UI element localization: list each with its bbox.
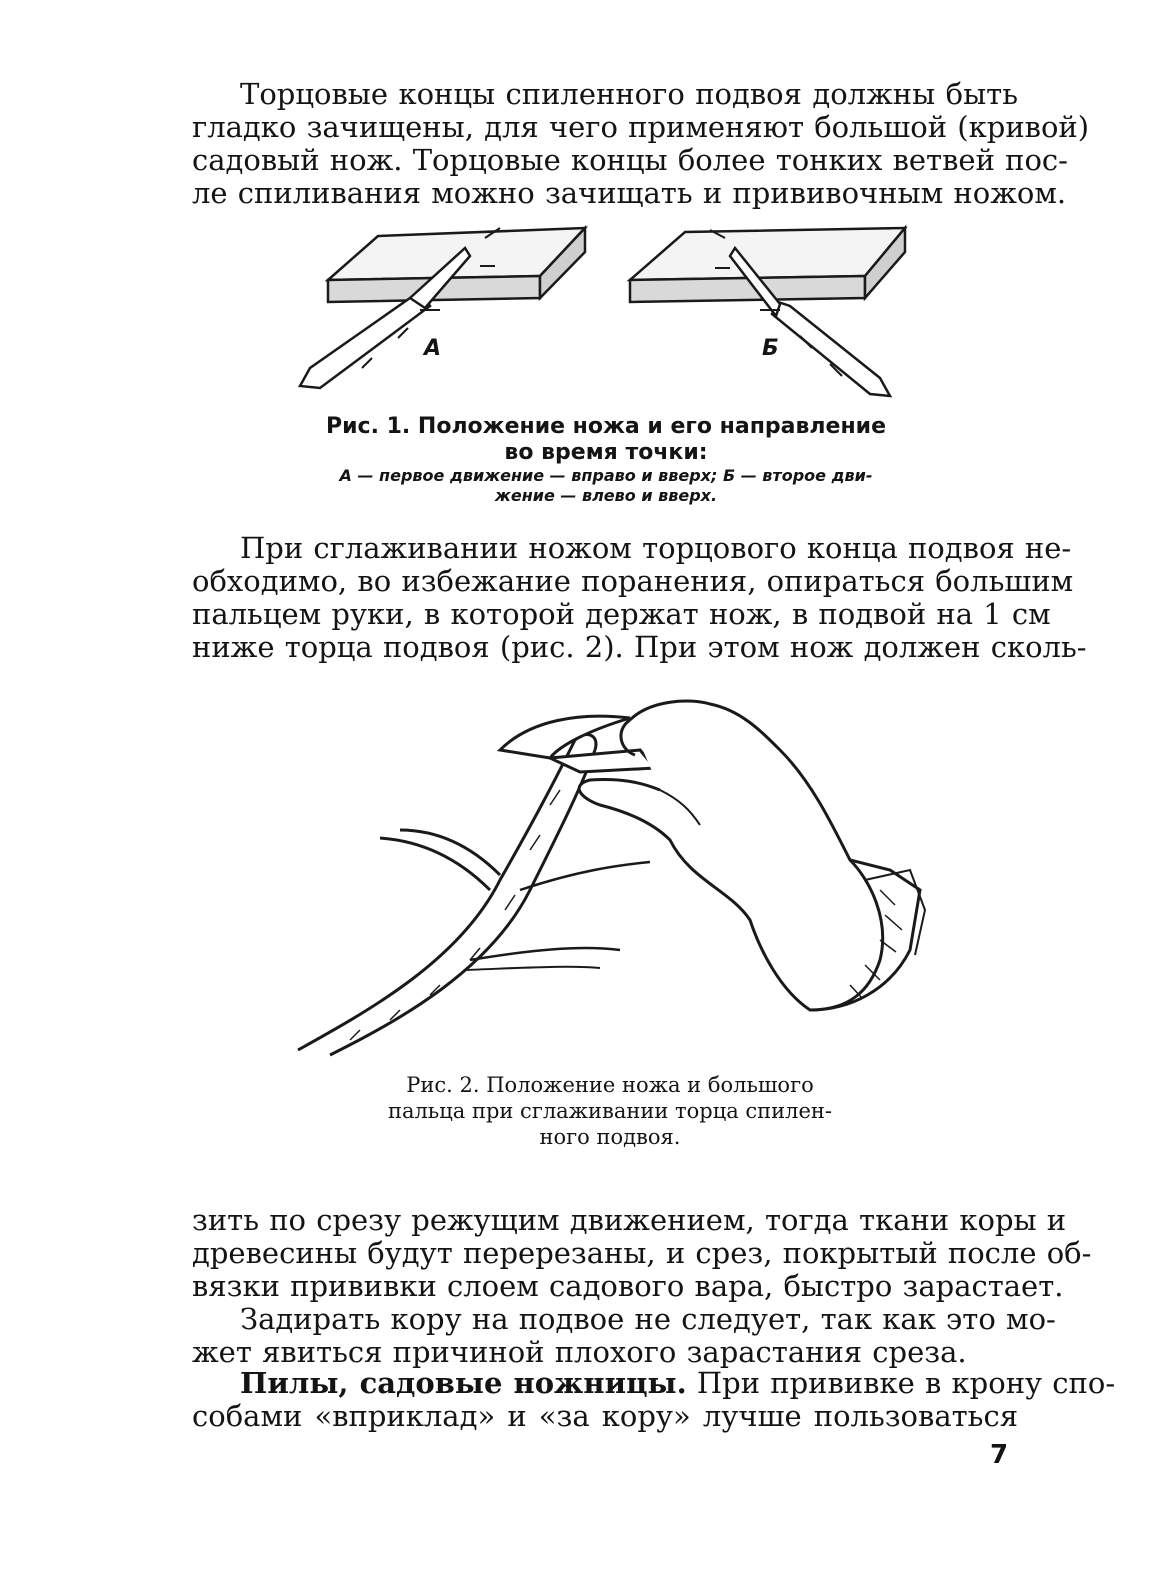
caption-sub-line: жение — влево и вверх. xyxy=(494,486,718,505)
caption-line: Рис. 1. Положение ножа и его направление xyxy=(326,414,886,439)
text-line xyxy=(192,1366,1116,1400)
paragraph-3 xyxy=(192,1203,1092,1303)
text-line: садовый нож. Торцовые концы более тонких ветвей пос- xyxy=(192,143,1068,177)
paragraph-1 xyxy=(192,77,1090,210)
caption-line: во время точки: xyxy=(504,440,708,465)
figure-1-caption xyxy=(300,414,912,506)
figure-1-label-a: А xyxy=(424,336,442,361)
text-line: При сглаживании ножом торцового конца подвоя не- xyxy=(240,531,1072,565)
text-line: гладко зачищены, для чего применяют большой (кривой) xyxy=(192,110,1090,144)
figure-2-caption xyxy=(360,1072,860,1150)
text-line: ниже торца подвоя (рис. 2). При этом нож должен сколь- xyxy=(192,630,1087,664)
caption-sub-line: А — первое движение — вправо и вверх; Б — второе дви- xyxy=(339,466,873,485)
caption-line: Рис. 2. Положение ножа и большого xyxy=(406,1073,814,1097)
section-heading: Пилы, садовые ножницы. xyxy=(240,1366,687,1400)
text-line: собами «вприклад» и «за кору» лучше пользоваться xyxy=(192,1399,1018,1433)
text-fragment: При прививке в крону спо- xyxy=(696,1366,1116,1400)
text-line: обходимо, во избежание поранения, опираться большим xyxy=(192,564,1074,598)
paragraph-2 xyxy=(192,531,1087,664)
paragraph-5 xyxy=(192,1366,1116,1433)
text-line: Торцовые концы спиленного подвоя должны быть xyxy=(240,77,1018,111)
figure-1-label-b: Б xyxy=(762,336,779,361)
figure-2-hand-knife-illustration xyxy=(290,690,930,1060)
caption-line: пальца при сглаживании торца спилен- xyxy=(387,1099,833,1123)
caption-line: ного подвоя. xyxy=(539,1125,681,1149)
page-number: 7 xyxy=(990,1440,1009,1470)
figure-1-knife-sharpening-illustration xyxy=(290,218,930,408)
text-line: Задирать кору на подвое не следует, так как это мо- xyxy=(240,1302,1056,1336)
paragraph-4 xyxy=(192,1302,1056,1369)
text-line: древесины будут перерезаны, и срез, покрытый после об- xyxy=(192,1236,1092,1270)
text-line: пальцем руки, в которой держат нож, в подвой на 1 см xyxy=(192,597,1051,631)
text-line: жет явиться причиной плохого зарастания среза. xyxy=(192,1335,967,1369)
text-line: зить по срезу режущим движением, тогда ткани коры и xyxy=(192,1203,1067,1237)
text-line: ле спиливания можно зачищать и прививочным ножом. xyxy=(192,176,1067,210)
text-line: вязки прививки слоем садового вара, быстро зарастает. xyxy=(192,1269,1064,1303)
